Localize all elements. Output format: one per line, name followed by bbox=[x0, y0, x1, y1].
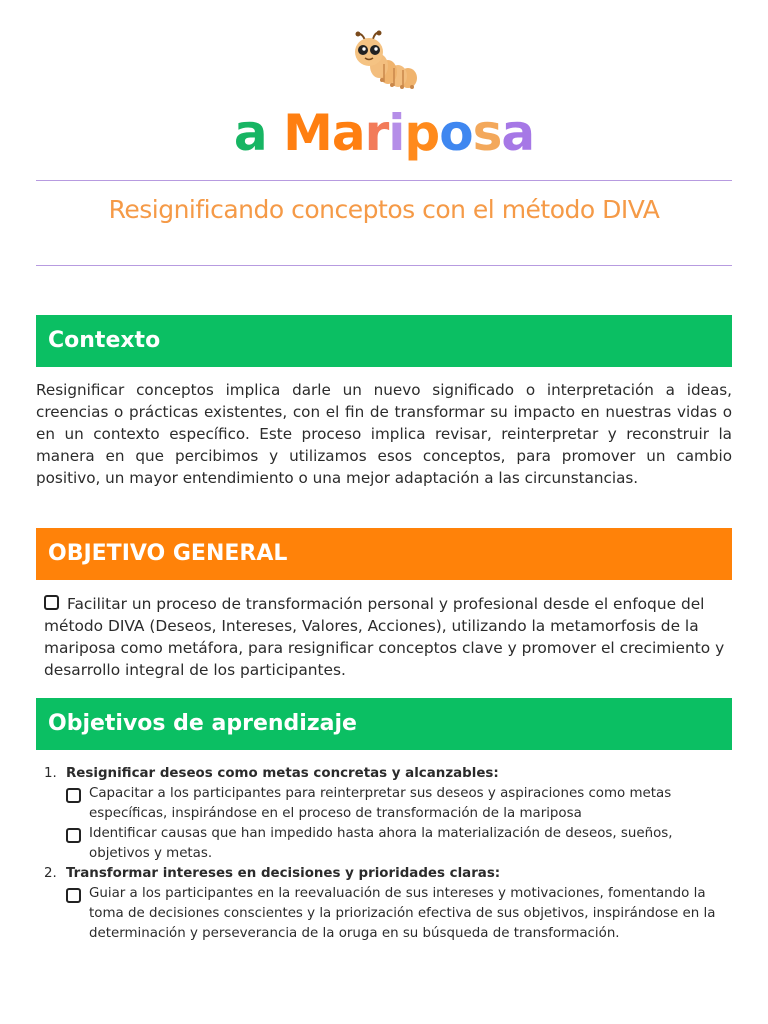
sub-item-text: Guiar a los participantes en la reevaluación de sus intereses y motivaciones, fomentando la toma de decisiones conscientes y la priorización efectiva de sus objetivos, inspirándose en la determinación y perseverancia de la oruga en su búsqueda de transformación. bbox=[89, 886, 716, 941]
page-subtitle: Resignificando conceptos con el método DIVA bbox=[108, 195, 660, 224]
list-number: 1. bbox=[44, 766, 57, 781]
brand-letter: s bbox=[472, 104, 502, 162]
sub-item bbox=[44, 824, 734, 864]
sub-item-text: Identificar causas que han impedido hasta ahora la materialización de deseos, sueños, objetivos y metas. bbox=[89, 826, 673, 861]
list-number: 2. bbox=[44, 866, 57, 881]
list-item-title: Transformar intereses en decisiones y prioridades claras: bbox=[66, 866, 501, 881]
contexto-text: Resignificar conceptos implica darle un nuevo significado o interpretación a ideas, creencias o prácticas existentes, con el fin de transformar su impacto en nuestras vidas o en un contexto específico. Este proceso implica revisar, reinterpretar y reconstruir la manera en que percibimos y utilizamos esos conceptos, para promover un cambio positivo, un mayor entendimiento o una mejor adaptación a las circunstancias. bbox=[36, 381, 732, 487]
brand-letter: a bbox=[501, 104, 535, 162]
checkbox-icon[interactable] bbox=[66, 888, 81, 903]
brand-letter: a bbox=[331, 104, 365, 162]
objetivo-general-item bbox=[44, 593, 730, 681]
top-divider bbox=[36, 180, 732, 181]
sub-item-text: Capacitar a los participantes para reinterpretar sus deseos y aspiraciones como metas específicas, inspirándose en el proceso de transformación de la mariposa bbox=[89, 786, 672, 821]
objetivo-general-text: Facilitar un proceso de transformación personal y profesional desde el enfoque del método DIVA (Deseos, Intereses, Valores, Acciones), utilizando la metamorfosis de la mariposa como metáfora, para resignificar conceptos clave y promover el crecimiento y desarrollo integral de los participantes. bbox=[44, 595, 725, 679]
list-item bbox=[44, 764, 734, 864]
brand-title bbox=[0, 104, 768, 162]
brand-letter bbox=[267, 104, 283, 162]
brand-letter: o bbox=[439, 104, 473, 162]
bottom-divider bbox=[36, 265, 732, 266]
checkbox-icon[interactable] bbox=[66, 788, 81, 803]
list-item bbox=[44, 864, 734, 944]
contexto-heading: Contexto bbox=[36, 315, 732, 367]
objetivos-list bbox=[44, 764, 734, 944]
caterpillar-logo-icon bbox=[348, 30, 420, 94]
brand-letter: p bbox=[404, 104, 440, 162]
list-item-title: Resignificar deseos como metas concretas y alcanzables: bbox=[66, 766, 499, 781]
sub-item bbox=[44, 884, 734, 944]
brand-letter: M bbox=[283, 104, 332, 162]
checkbox-icon[interactable] bbox=[44, 595, 59, 610]
brand-letter: a bbox=[233, 104, 267, 162]
brand-letter: r bbox=[364, 104, 389, 162]
sub-item bbox=[44, 784, 734, 824]
objetivos-aprendizaje-heading: Objetivos de aprendizaje bbox=[36, 698, 732, 750]
objetivo-general-heading: OBJETIVO GENERAL bbox=[36, 528, 732, 580]
brand-letter: i bbox=[388, 104, 405, 162]
checkbox-icon[interactable] bbox=[66, 828, 81, 843]
